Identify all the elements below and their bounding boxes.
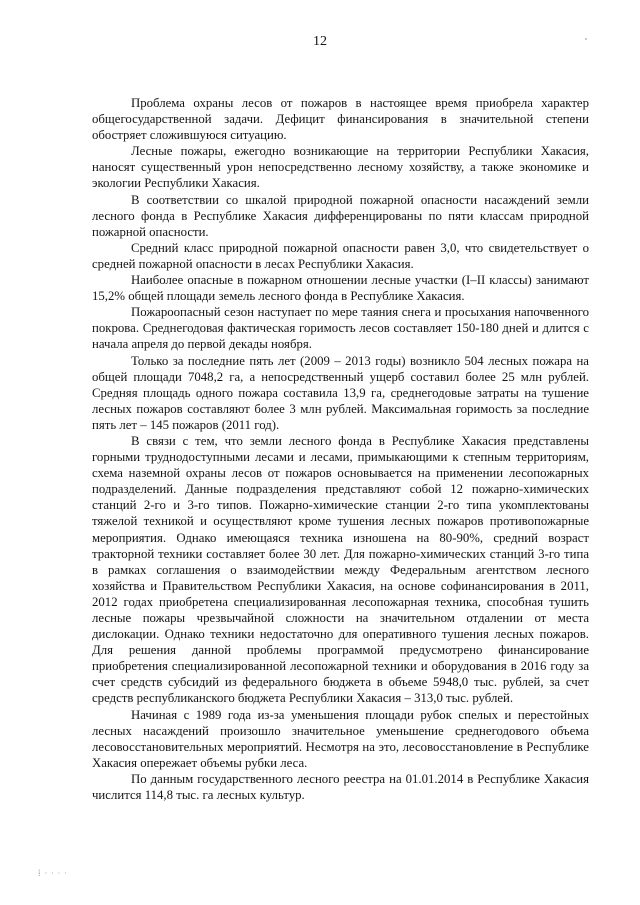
paragraph: В связи с тем, что земли лесного фонда в Республике Хакасия представлены горными труднодоступными лесами и лесами, примыкающими к степным территориям, схема наземной охраны лесов от пожаров основывается на применении лесопожарных подразделений. Данные подразделения представляют собой 12 пожарно-химических станций 2-го и 3-го типов. Пожарно-химические станции 2-го типа укомплектованы тяжелой техникой и осуществляют кроме тушения лесных пожаров противопожарные мероприятия. Однако имеющаяся техника изношена на 80-90%, средний возраст тракторной техники составляет более 30 лет. Для пожарно-химических станций 3-го типа в рамках соглашения о взаимодействии между Федеральным агентством лесного хозяйства и Правительством Республики Хакасия, на основе софинансирования в 2011, 2012 годах приобретена специализированная лесопожарная техника, способная тушить лесные пожары чрезвычайной сложности на значительном отдалении от места дислокации. Однако техники недостаточно для оперативного тушения лесных пожаров. Для решения данной проблемы программой предусмотрено финансирование приобретения специализированной лесопожарной техники и оборудования в 2016 году за счет средств субсидий из федерального бюджета в объеме 5948,0 тыс. рублей, за счет средств республиканского бюджета Республики Хакасия – 313,0 тыс. рублей. <box>92 433 589 706</box>
paragraph: Лесные пожары, ежегодно возникающие на территории Республики Хакасия, наносят существенный урон непосредственно лесному хозяйству, а также экономике и экологии Республики Хакасия. <box>92 144 589 191</box>
paragraph: Пожароопасный сезон наступает по мере таяния снега и просыхания напочвенного покрова. Среднегодовая фактическая горимость лесов составляет 150-180 дней и длится с начала апреля до первой декады ноября. <box>92 305 589 352</box>
paragraph: Только за последние пять лет (2009 – 2013 годы) возникло 504 лесных пожара на общей площади 7048,2 га, а непосредственный ущерб составил более 25 млн рублей. Средняя площадь одного пожара составила 13,9 га, среднегодовые затраты на тушение лесных пожаров составляют более 3 млн рублей. Максимальная горимость за последние пять лет – 145 пожаров (2011 год). <box>92 353 589 432</box>
paragraph: Наиболее опасные в пожарном отношении лесные участки (I–II классы) занимают 15,2% общей площади земель лесного фонда в Республике Хакасия. <box>92 273 589 304</box>
paragraph: Начиная с 1989 года из-за уменьшения площади рубок спелых и перестойных лесных насаждений произошло значительное уменьшение среднегодового объема лесовосстановительных мероприятий. Несмотря на это, лесовосстановление в Республике Хакасия опережает объемы рубки леса. <box>92 707 589 770</box>
scan-corner-mark: ⁞ ∙ ∙ ∙ ∙ <box>38 868 68 878</box>
page-number: 12 <box>313 34 327 49</box>
paragraph: Проблема охраны лесов от пожаров в настоящее время приобрела характер общегосударственной задачи. Дефицит финансирования в значительной степени обостряет сложившуюся ситуацию. <box>92 96 589 143</box>
paragraph: По данным государственного лесного реестра на 01.01.2014 в Республике Хакасия числится 114,8 тыс. га лесных культур. <box>92 771 589 803</box>
scan-speck <box>585 38 587 40</box>
paragraph: Средний класс природной пожарной опасности равен 3,0, что свидетельствует о средней пожарной опасности в лесах Республики Хакасия. <box>92 240 589 271</box>
paragraph: В соответствии со шкалой природной пожарной опасности насаждений земли лесного фонда в Республике Хакасия дифференцированы по пяти классам природной пожарной опасности. <box>92 192 589 239</box>
body-text <box>92 95 589 803</box>
